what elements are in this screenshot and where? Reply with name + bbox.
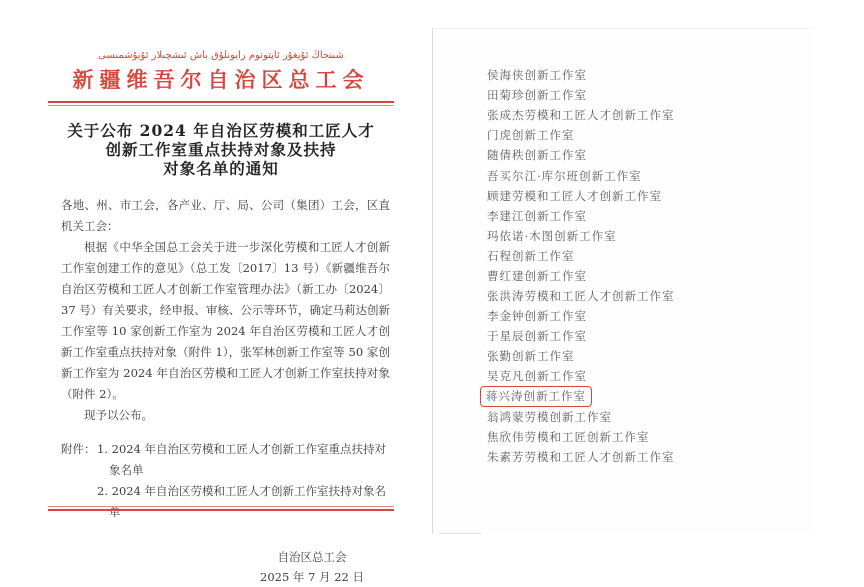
list-item: 张勤创新工作室 bbox=[487, 349, 575, 364]
highlight-box[interactable]: 蒋兴涛创新工作室 bbox=[480, 386, 592, 407]
header-double-rule bbox=[48, 101, 394, 106]
list-item: 张洪涛劳模和工匠人才创新工作室 bbox=[487, 289, 675, 304]
workshop-list bbox=[433, 29, 814, 467]
body-paragraph: 根据《中华全国总工会关于进一步深化劳模和工匠人才创新工作室创建工作的意见》（总工发〔2017〕13 号）《新疆维吾尔自治区劳模和工匠人才创新工作室管理办法》（新工办〔2024〕37 号）有关要求，经申报、审核、公示等环节，确定马莉达创新工作室等 10 家创新工作室为 2024 年自治区劳模和工匠人才创新工作室重点扶持对象（附件 1），张军林创新工作室等 50 家创新工作室为 2024 年自治区劳模和工匠人才创新工作室扶持对象（附件 2）。 bbox=[61, 240, 390, 401]
uyghur-org-name: شىنجاڭ ئۇيغۇر ئاپتونوم رايونلۇق باش ئىشچىلار ئۇيۇشمىسى bbox=[98, 50, 344, 61]
list-item: 李金钟创新工作室 bbox=[487, 309, 587, 324]
attachment-row-2 bbox=[61, 481, 390, 523]
page-edge-shadow bbox=[439, 533, 481, 534]
list-item: 吾买尔江·库尔班创新工作室 bbox=[487, 168, 642, 183]
list-item: 田菊珍创新工作室 bbox=[487, 88, 587, 103]
list-item: 石程创新工作室 bbox=[487, 248, 575, 263]
document-title-line-2: 创新工作室重点扶持对象及扶持 bbox=[105, 140, 337, 159]
list-item: 曹红建创新工作室 bbox=[487, 268, 587, 283]
list-item: 翁鸿蒙劳模创新工作室 bbox=[487, 409, 612, 424]
attachment-item-2: 2. 2024 年自治区劳模和工匠人才创新工作室扶持对象名单 bbox=[97, 484, 387, 519]
attachment-row-1 bbox=[61, 439, 390, 481]
list-item-highlighted[interactable] bbox=[487, 387, 804, 407]
list-item: 焦欣伟劳模和工匠创新工作室 bbox=[487, 429, 650, 444]
closing-line: 现予以公布。 bbox=[84, 408, 153, 422]
footer-double-rule bbox=[48, 506, 394, 511]
document-title bbox=[30, 121, 412, 178]
roster-page bbox=[432, 28, 814, 534]
document-title-line-1: 关于公布 2024 年自治区劳模和工匠人才 bbox=[67, 121, 375, 140]
document-title-line-3: 对象名单的通知 bbox=[163, 159, 279, 178]
notice-page bbox=[30, 8, 412, 584]
salutation: 各地、州、市工会，各产业、厅、局、公司（集团）工会，区直机关工会： bbox=[61, 198, 390, 233]
list-item: 李建江创新工作室 bbox=[487, 208, 587, 223]
list-item: 吴克凡创新工作室 bbox=[487, 369, 587, 384]
list-item: 门虎创新工作室 bbox=[487, 128, 575, 143]
list-item: 玛依诺·木图创新工作室 bbox=[487, 228, 617, 243]
list-item: 随倩秩创新工作室 bbox=[487, 148, 587, 163]
document-body bbox=[61, 195, 390, 426]
list-item: 侯海侠创新工作室 bbox=[487, 68, 587, 83]
list-item: 张成杰劳模和工匠人才创新工作室 bbox=[487, 108, 675, 123]
signature-date: 2025 年 7 月 22 日 bbox=[260, 570, 364, 584]
list-item: 于星辰创新工作室 bbox=[487, 329, 587, 344]
list-item: 顾建劳模和工匠人才创新工作室 bbox=[487, 188, 662, 203]
signature-block bbox=[260, 547, 364, 587]
list-item: 朱素芳劳模和工匠人才创新工作室 bbox=[487, 449, 675, 464]
attachments-label: 附件： bbox=[61, 442, 96, 456]
attachment-item-1: 1. 2024 年自治区劳模和工匠人才创新工作室重点扶持对象名单 bbox=[97, 442, 387, 477]
org-name: 新疆维吾尔自治区总工会 bbox=[72, 67, 370, 92]
signer-org: 自治区总工会 bbox=[277, 550, 347, 564]
